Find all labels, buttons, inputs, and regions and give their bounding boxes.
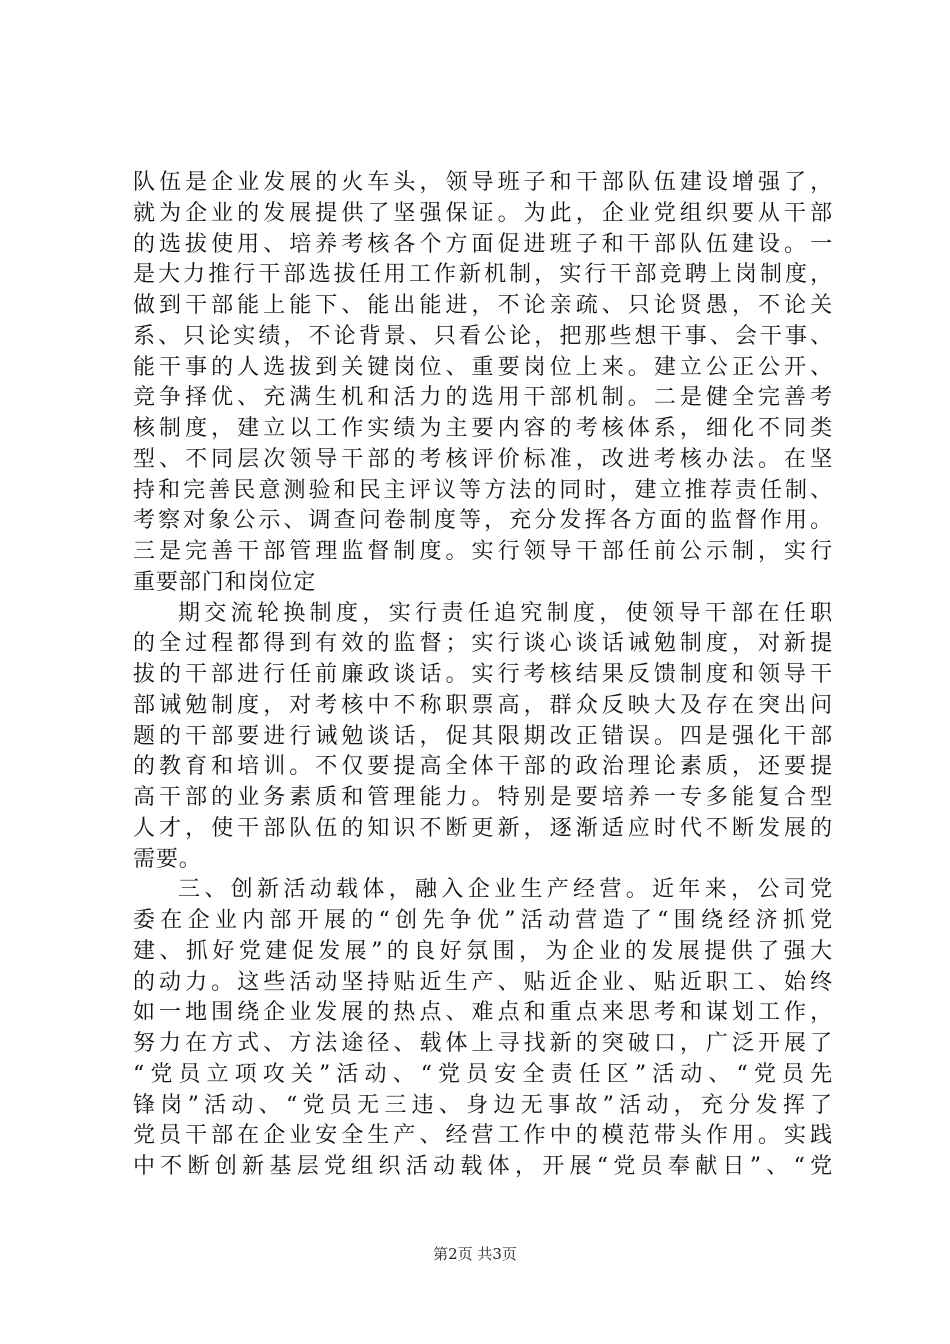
text-line: 的教育和培训。不仅要提高全体干部的政治理论素质，还要提 [133,754,833,780]
text-line: 建、抓好党建促发展”的良好氛围，为企业的发展提供了强大 [133,938,833,964]
text-line: 三、创新活动载体，融入企业生产经营。近年来，公司党 [178,877,833,903]
body-text [133,168,833,1183]
text-line: 是大力推行干部选拔任用工作新机制，实行干部竞聘上岗制度， [133,262,833,288]
text-line: 持和完善民意测验和民主评议等方法的同时，建立推荐责任制、 [133,477,833,503]
text-line: 竞争择优、充满生机和活力的选用干部机制。二是健全完善考 [133,385,833,411]
text-line: 核制度，建立以工作实绩为主要内容的考核体系，细化不同类 [133,416,833,441]
page-footer: 第2页 共3页 [433,1245,517,1263]
text-line: 期交流轮换制度，实行责任追究制度，使领导干部在任职 [178,600,833,626]
text-line: 如一地围绕企业发展的热点、难点和重点来思考和谋划工作， [133,1000,833,1026]
text-line: 委在企业内部开展的“创先争优”活动营造了“围绕经济抓党 [133,908,833,933]
text-line: “党员立项攻关”活动、“党员安全责任区”活动、“党员先 [133,1061,833,1087]
text-line: 努力在方式、方法途径、载体上寻找新的突破口，广泛开展了 [133,1031,833,1056]
text-line: 三是完善干部管理监督制度。实行领导干部任前公示制，实行 [133,539,833,564]
text-line: 题的干部要进行诫勉谈话，促其限期改正错误。四是强化干部 [133,723,833,749]
text-line: 重要部门和岗位定 [133,569,317,595]
text-line: 锋岗”活动、“党员无三违、身边无事故”活动，充分发挥了 [133,1092,833,1118]
text-line: 的选拔使用、培养考核各个方面促进班子和干部队伍建设。一 [133,231,833,257]
text-line: 能干事的人选拔到关键岗位、重要岗位上来。建立公正公开、 [133,354,833,380]
text-line: 系、只论实绩，不论背景、只看公论，把那些想干事、会干事、 [133,323,833,349]
text-line: 高干部的业务素质和管理能力。特别是要培养一专多能复合型 [133,785,833,810]
text-line: 部诫勉制度，对考核中不称职票高，群众反映大及存在突出问 [133,692,833,718]
text-line: 的全过程都得到有效的监督；实行谈心谈话诫勉制度，对新提 [133,631,833,657]
text-line: 党员干部在企业安全生产、经营工作中的模范带头作用。实践 [133,1123,833,1149]
text-line: 中不断创新基层党组织活动载体，开展“党员奉献日”、“党 [133,1154,833,1179]
text-line: 考察对象公示、调查问卷制度等，充分发挥各方面的监督作用。 [133,508,833,534]
text-line: 人才，使干部队伍的知识不断更新，逐渐适应时代不断发展的 [133,815,833,841]
text-line: 拔的干部进行任前廉政谈话。实行考核结果反馈制度和领导干 [133,662,833,687]
text-line: 的动力。这些活动坚持贴近生产、贴近企业、贴近职工、始终 [133,969,833,995]
text-line: 队伍是企业发展的火车头，领导班子和干部队伍建设增强了， [133,170,833,195]
text-line: 就为企业的发展提供了坚强保证。为此，企业党组织要从干部 [133,200,833,226]
text-line: 需要。 [133,846,202,872]
text-line: 型、不同层次领导干部的考核评价标准，改进考核办法。在坚 [133,446,833,472]
text-line: 做到干部能上能下、能出能进，不论亲疏、只论贤愚，不论关 [133,293,833,318]
